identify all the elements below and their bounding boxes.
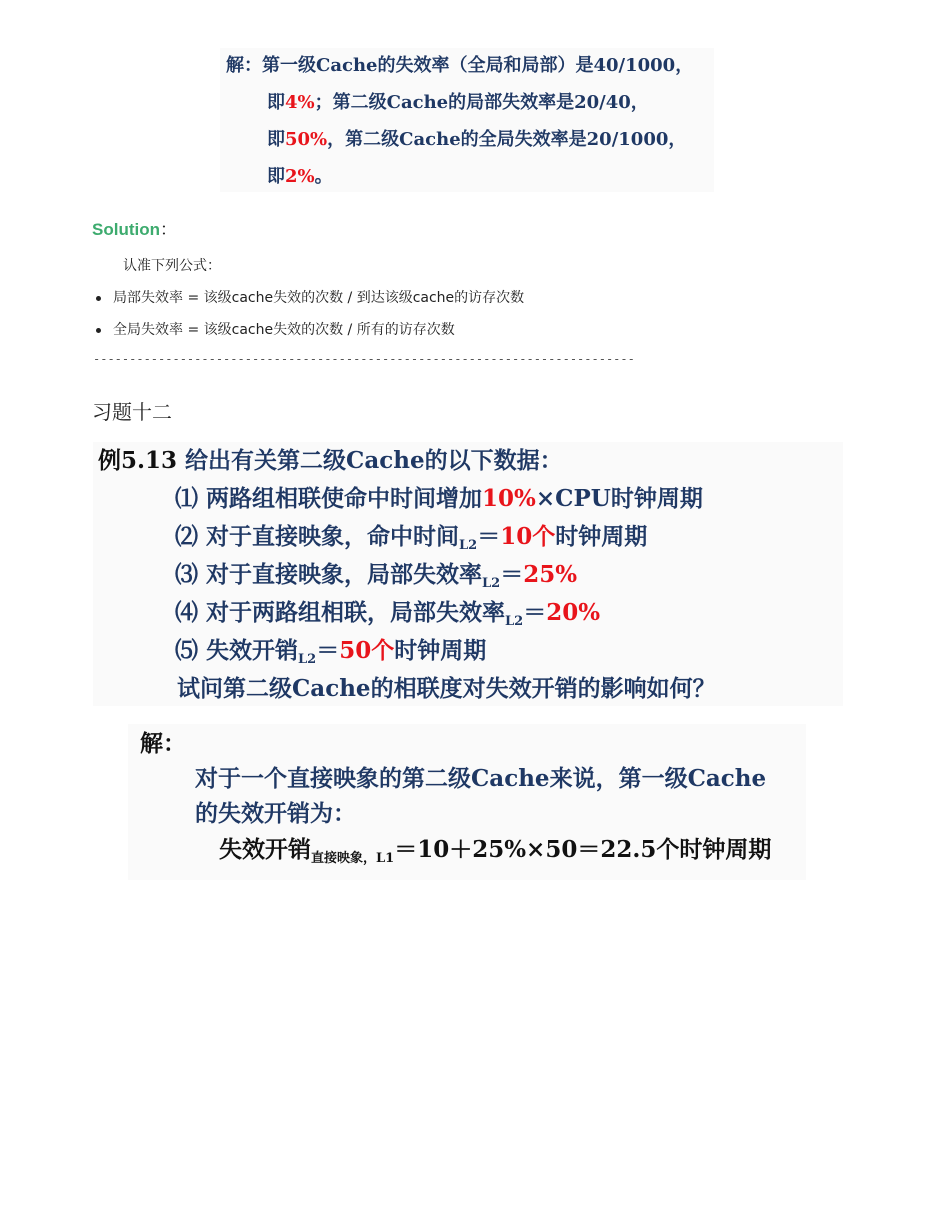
item-2-a: ⑵ 对于直接映象，命中时间 — [175, 523, 460, 550]
slide3-line-1: 对于一个直接映象的第二级Cache来说，第一级Cache — [195, 765, 767, 792]
item-3-sub: L2 — [482, 576, 501, 591]
bullet-dot-1 — [96, 296, 101, 301]
example-title — [98, 446, 563, 476]
formula-local-miss-rate: 局部失效率 = 该级cache失效的次数 / 到达该级cache的访存次数 — [113, 290, 525, 306]
item-2 — [175, 522, 647, 561]
item-5-a: ⑸ 失效开销 — [175, 637, 299, 664]
item-5 — [175, 636, 486, 675]
slide1-line-2-c: ；第二级Cache的局部失效率是20/40， — [314, 92, 649, 113]
solution-slide-1 — [220, 48, 714, 192]
example-question: 试问第二级Cache的相联度对失效开销的影响如何？ — [177, 675, 716, 702]
example-slide — [93, 442, 843, 706]
item-4-value: 20% — [546, 599, 601, 626]
item-3-value: 25% — [523, 561, 578, 588]
slide1-line-4-c: 。 — [314, 166, 333, 187]
solution-label: Solution — [92, 220, 160, 239]
slide1-line-1-text: 解：第一级Cache的失效率（全局和局部）是40/1000， — [226, 55, 694, 76]
slide3-line-2: 的失效开销为： — [195, 800, 356, 827]
formula-intro: 认准下列公式： — [123, 258, 221, 274]
item-5-d: 时钟周期 — [394, 637, 487, 664]
slide1-line-3 — [267, 129, 686, 151]
slide1-line-4-value: 2% — [285, 166, 315, 187]
slide3-label: 解： — [140, 730, 186, 757]
solution-colon: ： — [159, 220, 177, 240]
item-2-eq: ＝ — [477, 523, 501, 550]
item-3 — [175, 560, 577, 599]
slide1-line-3-a: 即 — [267, 129, 285, 150]
slide1-line-2 — [267, 92, 649, 114]
formula-subscript: 直接映象，L1 — [311, 851, 395, 866]
item-1-a: ⑴ 两路组相联使命中时间增加 — [175, 485, 483, 512]
formula-label: 失效开销 — [219, 836, 311, 863]
item-4-sub: L2 — [505, 614, 524, 629]
slide1-line-2-value: 4% — [285, 92, 315, 113]
item-4 — [175, 598, 600, 637]
slide1-line-1 — [226, 55, 693, 77]
item-5-eq: ＝ — [316, 637, 340, 664]
slide1-line-3-value: 50% — [285, 129, 328, 150]
exercise-heading: 习题十二 — [92, 400, 172, 424]
formula-value: ＝10＋25%×50＝22.5个时钟周期 — [394, 836, 772, 863]
example-title-text: 给出有关第二级Cache的以下数据： — [177, 447, 563, 474]
slide1-line-2-a: 即 — [267, 92, 285, 113]
slide3-formula — [219, 835, 771, 874]
item-2-sub: L2 — [459, 538, 478, 553]
item-3-a: ⑶ 对于直接映象，局部失效率 — [175, 561, 483, 588]
item-5-value: 50个 — [339, 637, 395, 664]
formula-global-miss-rate: 全局失效率 = 该级cache失效的次数 / 所有的访存次数 — [113, 322, 455, 338]
item-2-value: 10个 — [500, 523, 556, 550]
item-3-eq: ＝ — [500, 561, 524, 588]
bullet-dot-2 — [96, 328, 101, 333]
item-5-sub: L2 — [298, 652, 317, 667]
divider-line: --------------------------------------------------------------------------- — [93, 352, 635, 366]
item-2-d: 时钟周期 — [555, 523, 648, 550]
item-1 — [175, 484, 703, 514]
item-1-c: ×CPU时钟周期 — [535, 485, 703, 512]
slide1-line-4-a: 即 — [267, 166, 285, 187]
solution-slide-2 — [128, 724, 806, 880]
item-4-eq: ＝ — [523, 599, 547, 626]
item-1-value: 10% — [482, 485, 536, 512]
solution-heading — [92, 215, 177, 240]
item-4-a: ⑷ 对于两路组相联，局部失效率 — [175, 599, 506, 626]
slide1-line-3-c: ，第二级Cache的全局失效率是20/1000， — [327, 129, 687, 150]
example-number: 例5.13 — [98, 447, 178, 474]
slide1-line-4 — [267, 166, 333, 188]
